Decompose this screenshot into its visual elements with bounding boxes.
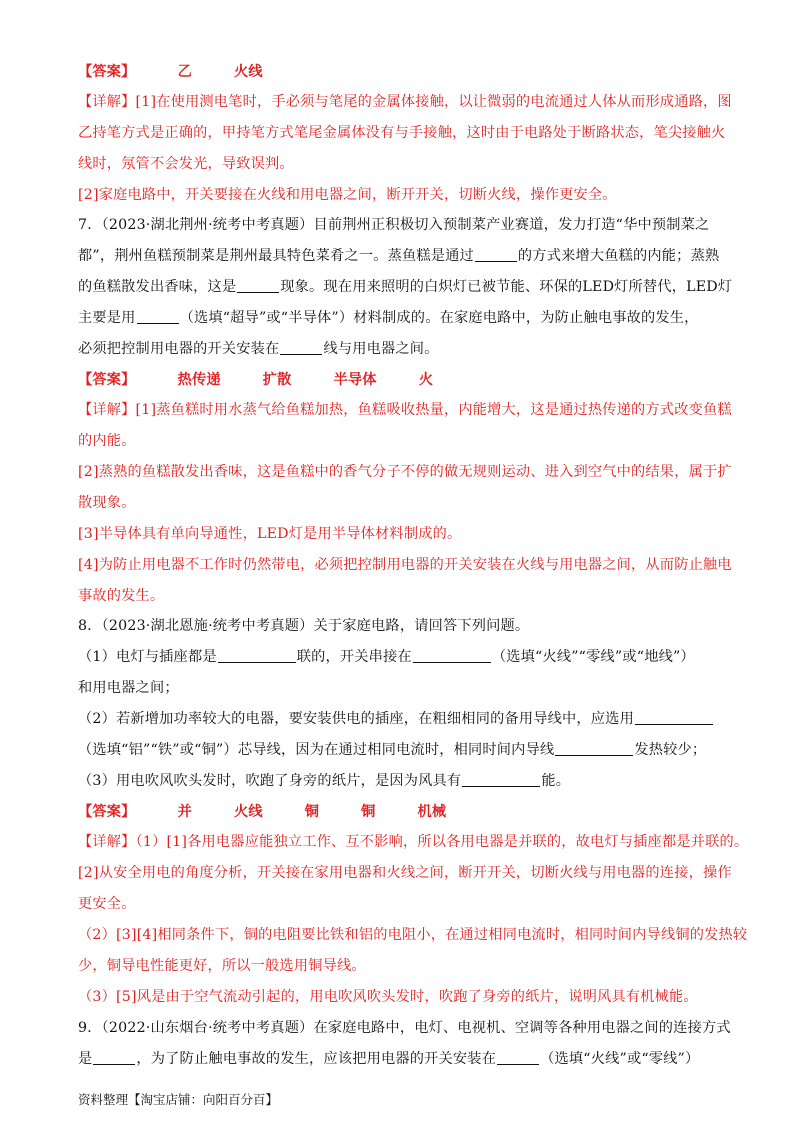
q8-question-line: （选填“铝”“铁”或“铜”）芯导线，因为在通过相同电流时，相同时间内导线 发热较少； — [78, 742, 707, 758]
answer-label: 【答案】 — [78, 804, 136, 820]
q8-detail-line: （2）[3][4]相同条件下，铜的电阻要比铁和铝的电阻小，在通过相同电流时，相同时间内导线铜的发热较 — [78, 927, 748, 943]
answer-value: 火线 — [233, 64, 263, 80]
blank — [237, 278, 279, 293]
blank — [497, 1050, 539, 1065]
q7-question-line: 主要是用 （选填“超导”或“半导体”）材料制成的。在家庭电路中，为防止触电事故的发生， — [78, 310, 699, 326]
q7-detail-line: 事故的发生。 — [78, 588, 165, 604]
q7-detail-line: 【详解】[1]蒸鱼糕时用水蒸气给鱼糕加热，鱼糕吸收热量，内能增大，这是通过热传递的方式改变鱼糕 — [78, 402, 732, 418]
blank — [137, 309, 179, 324]
q6-answer-line — [78, 62, 734, 82]
q7-answer-line — [78, 370, 734, 390]
q7-detail-line: 的内能。 — [78, 433, 136, 449]
q7-question-line: 必须把控制用电器的开关安装在 线与用电器之间。 — [78, 341, 439, 357]
page-footer: 资料整理【淘宝店铺：向阳百分百】 — [78, 1092, 279, 1107]
q7-detail-line: [4]为防止用电器不工作时仍然带电，必须把控制用电器的开关安装在火线与用电器之间，从而防止触电 — [78, 557, 732, 573]
q8-question-line: （1）电灯与插座都是 联的，开关串接在 （选填“火线”“零线”或“地线”） — [78, 649, 695, 665]
q9-question-line: 是 ，为了防止触电事故的发生，应该把用电器的开关安装在 （选填“火线”或“零线”） — [78, 1051, 700, 1067]
q8-detail-line: 更安全。 — [78, 896, 136, 912]
q8-detail-line: [2]从安全用电的角度分析，开关接在家用电器和火线之间，断开开关，切断火线与用电器的连接，操作 — [78, 865, 732, 881]
blank — [93, 1050, 135, 1065]
blank — [280, 340, 322, 355]
q8-answer-line — [78, 802, 734, 822]
answer-value: 半导体 — [333, 372, 377, 388]
blank — [413, 648, 491, 663]
blank — [475, 247, 517, 262]
answer-label: 【答案】 — [78, 372, 136, 388]
q7-question-line: 7．（2023·湖北荆州·统考中考真题）目前荆州正积极切入预制菜产业赛道，发力打造“华中预制菜之 — [78, 217, 710, 233]
answer-value: 扩散 — [262, 372, 292, 388]
blank — [462, 772, 540, 787]
answer-value: 乙 — [177, 64, 192, 80]
answer-value: 火线 — [233, 804, 263, 820]
q8-detail-line: 少，铜导电性能更好，所以一般选用铜导线。 — [78, 958, 366, 974]
answer-label: 【答案】 — [78, 64, 136, 80]
q8-question-line: （2）若新增加功率较大的电器，要安装供电的插座，在粗细相同的备用导线中，应选用 — [78, 709, 734, 729]
q8-detail-line: （3）[5]风是由于空气流动引起的，用电吹风吹头发时，吹跑了身旁的纸片，说明风具有机械能。 — [78, 989, 698, 1005]
answer-value: 铜 — [304, 804, 320, 820]
q9-question-line: 9．（2022·山东烟台·统考中考真题）在家庭电路中，电灯、电视机、空调等各种用电器之间的连接方式 — [78, 1020, 731, 1036]
blank — [218, 648, 296, 663]
q6-detail-line: 【详解】[1]在使用测电笔时，手必须与笔尾的金属体接触，以让微弱的电流通过人体从而形成通路，图 — [78, 94, 732, 110]
q8-question-line: 和用电器之间； — [78, 680, 179, 696]
q6-detail-line: 乙持笔方式是正确的，甲持笔方式笔尾金属体没有与手接触，这时由于电路处于断路状态，笔尖接触火 — [78, 125, 726, 141]
q8-question-line: （3）用电吹风吹头发时，吹跑了身旁的纸片，是因为风具有 能。 — [78, 773, 571, 789]
q7-question-line: 的鱼糕散发出香味，这是 现象。现在用来照明的白炽灯已被节能、环保的LED灯所替代，LED灯 — [78, 279, 733, 295]
q8-detail-line: 【详解】（1）[1]各用电器应能独立工作、互不影响，所以各用电器是并联的，故电灯与插座都是并联的。 — [78, 834, 749, 850]
answer-value: 并 — [177, 804, 192, 820]
answer-value: 机械 — [417, 804, 447, 820]
q7-detail-line: [2]蒸熟的鱼糕散发出香味，这是鱼糕中的香气分子不停的做无规则运动、进入到空气中的结果，属于扩 — [78, 464, 732, 480]
blank — [635, 710, 713, 725]
q7-question-line: 都”，荆州鱼糕预制菜是荆州最具特色菜肴之一。蒸鱼糕是通过 的方式来增大鱼糕的内能；蒸熟 — [78, 248, 720, 264]
answer-value: 热传递 — [177, 372, 221, 388]
answer-value: 火 — [418, 372, 434, 388]
q6-detail-line: [2]家庭电路中，开关要接在火线和用电器之间，断开开关，切断火线，操作更安全。 — [78, 187, 617, 203]
answer-value: 铜 — [361, 804, 376, 820]
q7-detail-line: [3]半导体具有单向导通性，LED灯是用半导体材料制成的。 — [78, 526, 462, 542]
q8-question-line: 8．（2023·湖北恩施·统考中考真题）关于家庭电路，请回答下列问题。 — [78, 618, 530, 634]
q6-detail-line: 线时，氖管不会发光，导致误判。 — [78, 156, 294, 172]
blank — [555, 741, 633, 756]
q7-detail-line: 散现象。 — [78, 495, 136, 511]
